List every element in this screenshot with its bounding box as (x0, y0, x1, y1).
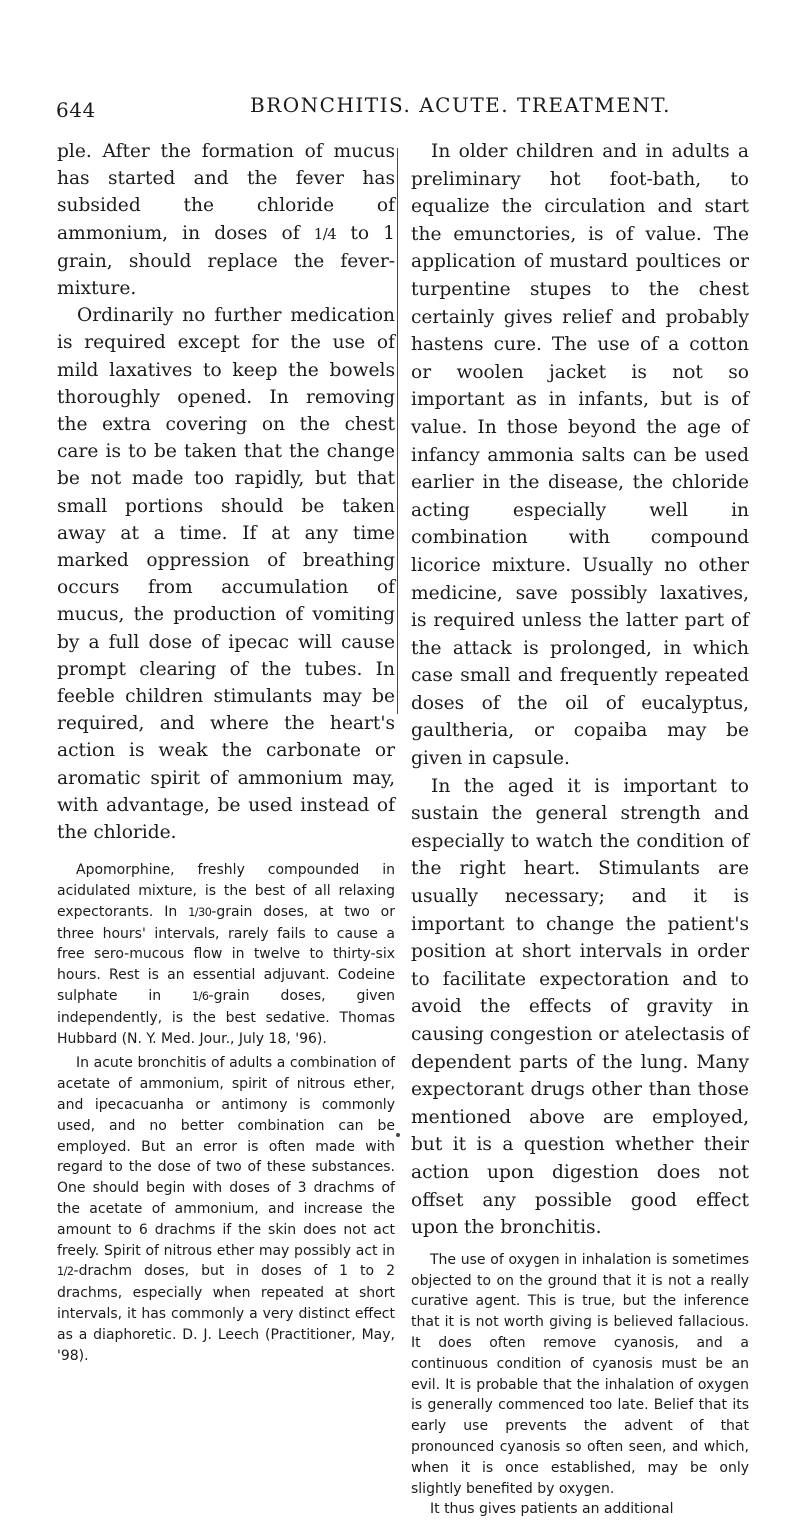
margin-dot (396, 1133, 400, 1137)
right-column (411, 138, 749, 1520)
left-paragraph-1: ple. After the formation of mucus has started and the fever has subsided the chloride of ammonium, in doses of 1/4 to 1 grain, should replace the fever-mixture. (57, 141, 395, 300)
left-paragraph-2: Ordinarily no further medication is required except for the use of mild laxatives to keep the bowels thoroughly opened. In removing the extra covering on the chest care is to be taken that the change be not made too rapidly, but that small portions should be taken away at a time. If at any time marked oppression of breathing occurs from accumulation of mucus, the production of vomiting by a full dose of ipecac will cause prompt clearing of the tubes. In feeble children stimulants may be required, and where the heart's action is weak the carbonate or aromatic spirit of ammonium may, with advantage, be used instead of the chloride. (57, 305, 395, 844)
fraction: 1/30 (188, 905, 212, 919)
right-paragraph-2: In the aged it is important to sustain the general strength and especially to watch the condition of the right heart. Stimulants are usually necessary; and it is important to change the patient's position at short intervals in order to facilitate expectoration and to avoid the effects of gravity in causing congestion or atelectasis of dependent parts of the lung. Many expectorant drugs other than those mentioned above are employed, but it is a question whether their action upon digestion does not offset any possible good effect upon the bronchitis. (411, 775, 749, 1239)
left-notes (57, 860, 395, 1366)
right-body-text (411, 138, 749, 1242)
left-body-text (57, 138, 395, 846)
running-head: BRONCHITIS. ACUTE. TREATMENT. (250, 93, 672, 117)
note-oxygen: The use of oxygen in inhalation is sometimes objected to on the ground that it is not a really curative agent. This is true, but the inference that it is not worth giving is believed fallacious. It does often remove cyanosis, and a continuous condition of cyanosis must be an evil. It is probable that the inhalation of oxygen is generally commenced too late. Belief that its early use prevents the advent of that pronounced cyanosis so often seen, and which, when it is once established, may be only slightly benefited by oxygen. (411, 1251, 749, 1497)
right-paragraph-1: In older children and in adults a preliminary hot foot-bath, to equalize the circulation and start the emunctories, is of value. The application of mustard poultices or turpentine stupes to the chest certainly gives relief and probably hastens cure. The use of a cotton or woolen jacket is not so important as in infants, but is of value. In those beyond the age of infancy ammonia salts can be used earlier in the disease, the chloride acting especially well in combination with compound licorice mixture. Usually no other medicine, save possibly laxatives, is required unless the latter part of the attack is prolonged, in which case small and frequently repeated doses of the oil of eucalyptus, gaultheria, or copaiba may be given in capsule. (411, 141, 749, 770)
right-notes (411, 1250, 749, 1520)
note-apomorphine: Apomorphine, freshly compounded in acidulated mixture, is the best of all relaxing expectorants. In 1/30-grain doses, at two or three hours' intervals, rarely fails to cause a free sero-mucous flow in twelve to thirty-six hours. Rest is an essential adjuvant. Codeine sulphate in 1/6-grain doses, given independently, is the best sedative. Thomas Hubbard (N. Y. Med. Jour., July 18, '96). (57, 862, 396, 1047)
fraction: 1/4 (313, 224, 337, 243)
page-number: 644 (56, 98, 96, 122)
left-column (57, 138, 395, 1366)
note-oxygen-continued: It thus gives patients an additional (430, 1501, 674, 1518)
column-divider (397, 148, 398, 714)
fraction: 1/2 (57, 1265, 74, 1279)
note-acute-bronchitis-adults: In acute bronchitis of adults a combination of acetate of ammonium, spirit of nitrous ether, and ipecacuanha or antimony is commonly used, and no better combination can be employed. But an error is often made with regard to the dose of two of these substances. One should begin with doses of 3 drachms of the acetate of ammonium, and increase the amount to 6 drachms if the skin does not act freely. Spirit of nitrous ether may possibly act in 1/2-drachm doses, but in doses of 1 to 2 drachms, especially when repeated at short intervals, it has commonly a very distinct effect as a diaphoretic. D. J. Leech (Practitioner, May, '98). (57, 1055, 395, 1364)
fraction: 1/6 (192, 990, 209, 1004)
